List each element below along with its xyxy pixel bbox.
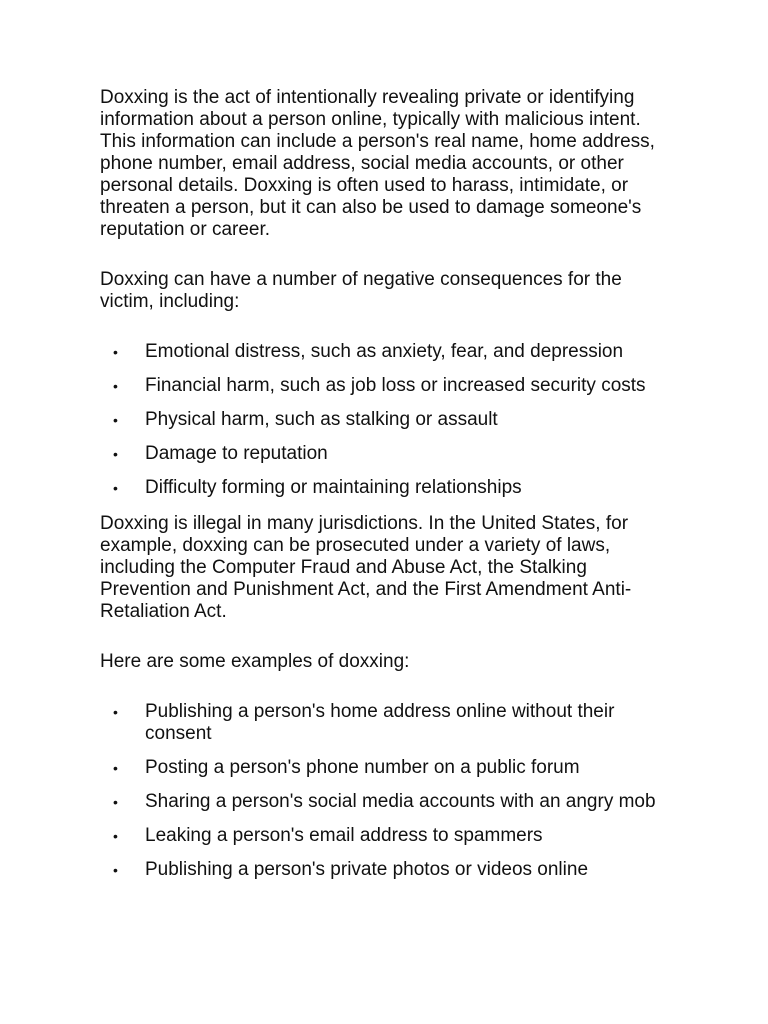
legality-paragraph: Doxxing is illegal in many jurisdictions. In the United States, for example, doxxing can be prosecuted under a variety of laws, including the Computer Fraud and Abuse Act, the Stalking Prevention and Punishment Act, and the First Amendment Anti-Retaliation Act. [100, 513, 632, 622]
document-body [100, 87, 680, 893]
list-item-text: Posting a person's phone number on a public forum [145, 757, 580, 778]
bullet-glyph: • [113, 344, 118, 360]
examples-list [100, 701, 680, 881]
list-item [100, 701, 680, 745]
list-item [100, 443, 680, 465]
list-item [100, 477, 680, 499]
bullet-glyph: • [113, 412, 118, 428]
bullet-glyph: • [113, 760, 118, 776]
examples-intro-paragraph: Here are some examples of doxxing: [100, 651, 410, 672]
bullet-glyph: • [113, 480, 118, 496]
list-item [100, 791, 680, 813]
list-item [100, 859, 680, 881]
bullet-glyph: • [113, 704, 118, 720]
list-item-text: Financial harm, such as job loss or increased security costs [145, 375, 646, 396]
consequences-list [100, 341, 680, 511]
bullet-glyph: • [113, 378, 118, 394]
list-item-text: Publishing a person's home address online without their consent [145, 701, 615, 744]
list-item-text: Difficulty forming or maintaining relationships [145, 477, 522, 498]
list-item-text: Physical harm, such as stalking or assault [145, 409, 498, 430]
list-item [100, 825, 680, 847]
list-item-text: Leaking a person's email address to spammers [145, 825, 543, 846]
consequences-intro-paragraph: Doxxing can have a number of negative consequences for the victim, including: [100, 269, 622, 312]
list-item [100, 375, 680, 397]
list-item-text: Sharing a person's social media accounts with an angry mob [145, 791, 656, 812]
list-item-text: Publishing a person's private photos or videos online [145, 859, 589, 880]
bullet-glyph: • [113, 794, 118, 810]
list-item [100, 757, 680, 779]
list-item-text: Damage to reputation [145, 443, 328, 464]
list-item [100, 341, 680, 363]
bullet-glyph: • [113, 828, 118, 844]
bullet-glyph: • [113, 446, 118, 462]
list-item [100, 409, 680, 431]
intro-paragraph: Doxxing is the act of intentionally revealing private or identifying information about a person online, typically with malicious intent. This information can include a person's real name, home address, phone number, email address, social media accounts, or other personal details. Doxxing is often used to harass, intimidate, or threaten a person, but it can also be used to damage someone's reputation or career. [100, 87, 655, 240]
bullet-glyph: • [113, 862, 118, 878]
list-item-text: Emotional distress, such as anxiety, fear, and depression [145, 341, 624, 362]
